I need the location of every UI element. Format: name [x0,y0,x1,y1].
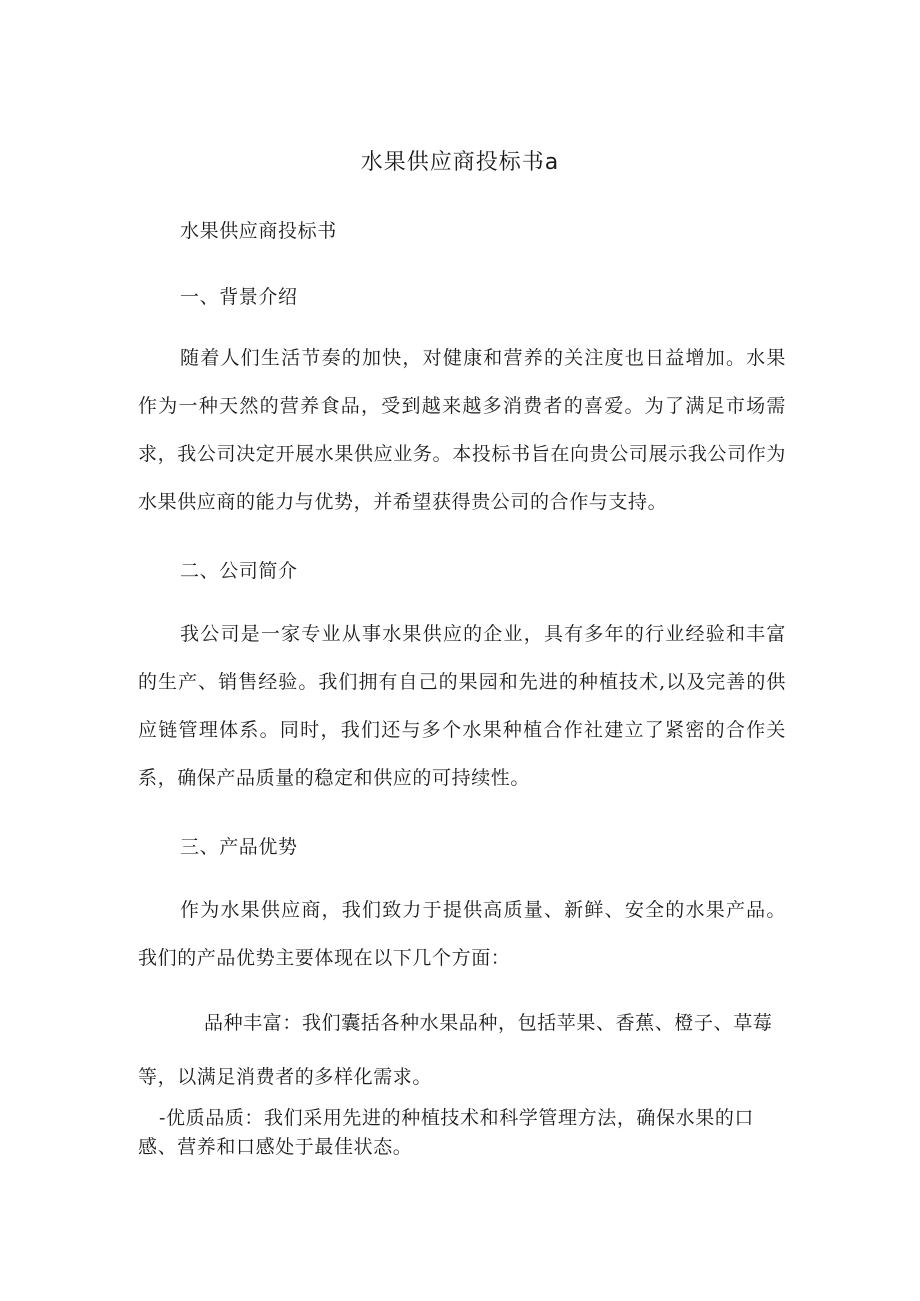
document-title: 水果供应商投标书a [360,150,560,175]
section-paragraph-background: 随着人们生活节奏的加快，对健康和营养的关注度也日益增加。水果作为一种天然的营养食品，受到越来越多消费者的喜爱。为了满足市场需求，我公司决定开展水果供应业务。本投标书旨在向贵公司展示我公司作为水果供应商的能力与优势，并希望获得贵公司的合作与支持。 [138,347,786,513]
document-subtitle: 水果供应商投标书 [180,220,337,242]
section-paragraph-company: 我公司是一家专业从事水果供应的企业，具有多年的行业经验和丰富的生产、销售经验。我们拥有自己的果园和先进的种植技术,以及完善的供应链管理体系。同时，我们还与多个水果种植合作社建立了紧密的合作关系，确保产品质量的稳定和供应的可持续性。 [138,623,786,789]
section-heading-background: 一、背景介绍 [180,286,298,308]
advantage-item-variety: 品种丰富：我们囊括各种水果品种，包括苹果、香蕉、橙子、草莓等，以满足消费者的多样化需求。 [138,1012,773,1088]
section-heading-company: 二、公司简介 [180,560,298,582]
advantage-item-quality: -优质品质：我们采用先进的种植技术和科学管理方法，确保水果的口感、营养和口感处于最佳状态。 [138,1107,755,1158]
section-heading-advantages: 三、产品优势 [180,836,298,858]
section-paragraph-advantages: 作为水果供应商，我们致力于提供高质量、新鲜、安全的水果产品。我们的产品优势主要体现在以下几个方面： [138,899,786,969]
